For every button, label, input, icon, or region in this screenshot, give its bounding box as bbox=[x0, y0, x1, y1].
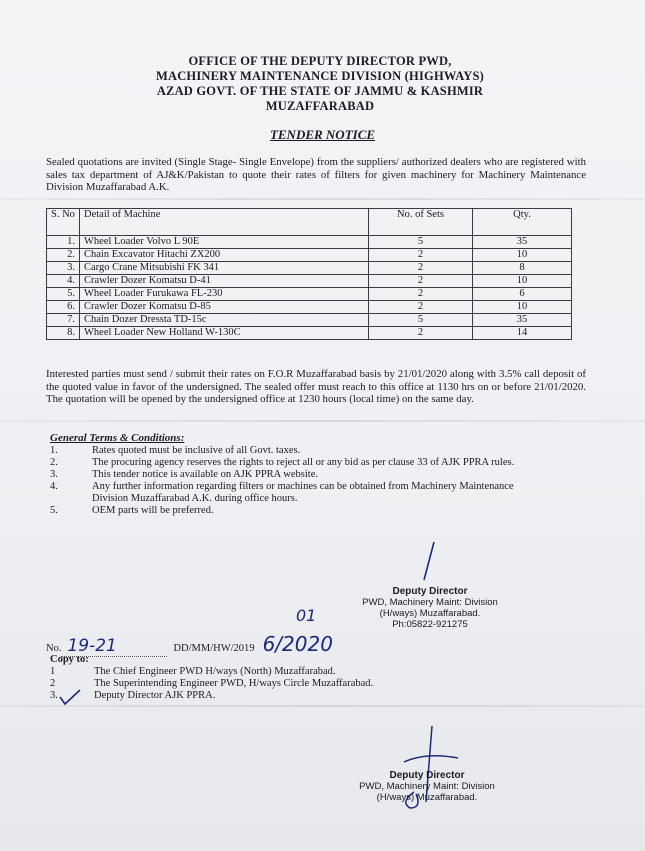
copy-number: 3. bbox=[50, 690, 58, 701]
term-text: The procuring agency reserves the rights to reject all or any bid as per clause 33 of AJK PPRA rules. bbox=[92, 457, 515, 468]
table-row bbox=[47, 236, 572, 249]
cell-detail: Wheel Loader Furukawa FL-230 bbox=[80, 288, 369, 301]
heading-line-2: MACHINERY MAINTENANCE DIVISION (HIGHWAYS) bbox=[155, 69, 485, 83]
cell-qty: 6 bbox=[473, 288, 572, 301]
list-item bbox=[50, 505, 550, 517]
cell-qty: 14 bbox=[473, 327, 572, 340]
copy-recipient: The Chief Engineer PWD H/ways (North) Muzaffarabad. bbox=[94, 666, 336, 677]
signature-1-phone: Ph:05822-921275 bbox=[392, 619, 468, 630]
table-header-row bbox=[47, 209, 572, 236]
header-qty: Qty. bbox=[473, 209, 572, 236]
cell-sn: 8. bbox=[47, 327, 80, 340]
term-text: OEM parts will be preferred. bbox=[92, 505, 214, 516]
cell-detail: Wheel Loader Volvo L 90E bbox=[80, 236, 369, 249]
cell-sets: 2 bbox=[369, 301, 473, 314]
signature-2-line-2: (H/ways) Muzaffarabad. bbox=[376, 792, 478, 803]
table-row bbox=[47, 275, 572, 288]
reference-format: DD/MM/HW/2019 bbox=[173, 643, 255, 654]
cell-detail: Chain Dozer Dressta TD-15c bbox=[80, 314, 369, 327]
paper-fold bbox=[0, 198, 645, 200]
header-detail: Detail of Machine bbox=[80, 209, 369, 236]
cell-qty: 10 bbox=[473, 301, 572, 314]
cell-sn: 5. bbox=[47, 288, 80, 301]
copy-list bbox=[46, 666, 466, 702]
heading-line-3: AZAD GOVT. OF THE STATE OF JAMMU & KASHMIR bbox=[156, 84, 484, 98]
list-item bbox=[50, 457, 550, 469]
copy-number: 2 bbox=[50, 678, 56, 689]
list-item bbox=[46, 678, 466, 690]
term-number: 5. bbox=[50, 505, 58, 516]
term-text: This tender notice is available on AJK PPRA website. bbox=[92, 469, 319, 480]
signature-block-2 bbox=[352, 770, 502, 803]
signature-1-line-2: (H/ways) Muzaffarabad. bbox=[379, 608, 481, 619]
cell-sets: 5 bbox=[369, 236, 473, 249]
table-row bbox=[47, 262, 572, 275]
cell-detail: Crawler Dozer Komatsu D-41 bbox=[80, 275, 369, 288]
intro-paragraph: Sealed quotations are invited (Single Stage- Single Envelope) from the suppliers/ authorized dealers who are registered with sales tax department of AJ&K/Pakistan to quote their rates of filters for given machinery for Machinery Maintenance Division Muzaffarabad A.K. bbox=[46, 156, 586, 193]
date-handwritten-day: 01 bbox=[296, 606, 317, 625]
cell-sn: 4. bbox=[47, 275, 80, 288]
signature-stroke-icon bbox=[418, 540, 438, 584]
cell-sn: 6. bbox=[47, 301, 80, 314]
notice-title: TENDER NOTICE bbox=[269, 127, 376, 142]
cell-detail: Crawler Dozer Komatsu D-85 bbox=[80, 301, 369, 314]
date-handwritten: 6/2020 bbox=[262, 632, 333, 656]
cell-sn: 7. bbox=[47, 314, 80, 327]
cell-sets: 2 bbox=[369, 327, 473, 340]
copy-number: 1 bbox=[50, 666, 56, 677]
table-row bbox=[47, 327, 572, 340]
cell-qty: 8 bbox=[473, 262, 572, 275]
list-item bbox=[46, 690, 466, 702]
signature-2-line-1: PWD, Machinery Maint: Division bbox=[359, 781, 495, 792]
cell-detail: Cargo Crane Mitsubishi FK 341 bbox=[80, 262, 369, 275]
cell-sn: 2. bbox=[47, 249, 80, 262]
header-sets: No. of Sets bbox=[369, 209, 473, 236]
cell-detail: Chain Excavator Hitachi ZX200 bbox=[80, 249, 369, 262]
table-row bbox=[47, 249, 572, 262]
heading-line-4: MUZAFFARABAD bbox=[265, 99, 375, 113]
copy-heading: Copy to: bbox=[50, 654, 89, 665]
copy-recipient: Deputy Director AJK PPRA. bbox=[94, 690, 216, 701]
machine-table bbox=[46, 208, 572, 340]
cell-sets: 2 bbox=[369, 262, 473, 275]
cell-qty: 10 bbox=[473, 249, 572, 262]
paper-fold bbox=[0, 705, 645, 707]
paper-fold bbox=[0, 420, 645, 422]
cell-sets: 5 bbox=[369, 314, 473, 327]
cell-sets: 2 bbox=[369, 249, 473, 262]
cell-qty: 35 bbox=[473, 314, 572, 327]
signature-block-1 bbox=[340, 586, 520, 630]
term-number: 1. bbox=[50, 445, 58, 456]
reference-number: 19-21 bbox=[61, 636, 167, 657]
reference-label: No. bbox=[46, 643, 62, 654]
signature-1-line-1: PWD, Machinery Maint: Division bbox=[362, 597, 498, 608]
reference-line bbox=[46, 632, 333, 657]
table-row bbox=[47, 314, 572, 327]
list-item bbox=[50, 469, 550, 481]
header-sn: S. No bbox=[47, 209, 80, 236]
term-number: 2. bbox=[50, 457, 58, 468]
cell-qty: 35 bbox=[473, 236, 572, 249]
submission-paragraph: Interested parties must send / submit their rates on F.O.R Muzaffarabad basis by 21/01/2020 along with 3.5% call deposit of the quoted value in favor of the undersigned. The sealed offer must reach to this office at 1130 hrs on or before 21/01/2020. The quotation will be opened by the undersigned office at 1230 hours (local time) on the same day. bbox=[46, 368, 586, 405]
office-heading bbox=[60, 54, 580, 114]
cell-sets: 2 bbox=[369, 288, 473, 301]
list-item bbox=[50, 481, 550, 505]
cell-sn: 1. bbox=[47, 236, 80, 249]
term-text: Rates quoted must be inclusive of all Govt. taxes. bbox=[92, 445, 301, 456]
cell-sets: 2 bbox=[369, 275, 473, 288]
term-number: 3. bbox=[50, 469, 58, 480]
list-item bbox=[50, 445, 550, 457]
term-text: Any further information regarding filters or machines can be obtained from Machinery Maintenance Division Muzaffarabad A.K. during office hours. bbox=[92, 481, 514, 504]
cell-qty: 10 bbox=[473, 275, 572, 288]
cell-detail: Wheel Loader New Holland W-130C bbox=[80, 327, 369, 340]
terms-heading: General Terms & Conditions: bbox=[50, 432, 185, 444]
signature-1-name: Deputy Director bbox=[392, 586, 468, 597]
check-mark-icon bbox=[58, 688, 82, 706]
terms-list bbox=[50, 445, 550, 517]
table-row bbox=[47, 288, 572, 301]
table-row bbox=[47, 301, 572, 314]
list-item bbox=[46, 666, 466, 678]
heading-line-1: OFFICE OF THE DEPUTY DIRECTOR PWD, bbox=[188, 54, 452, 68]
copy-recipient: The Superintending Engineer PWD, H/ways Circle Muzaffarabad. bbox=[94, 678, 374, 689]
signature-2-name: Deputy Director bbox=[389, 770, 465, 781]
term-number: 4. bbox=[50, 481, 58, 492]
cell-sn: 3. bbox=[47, 262, 80, 275]
